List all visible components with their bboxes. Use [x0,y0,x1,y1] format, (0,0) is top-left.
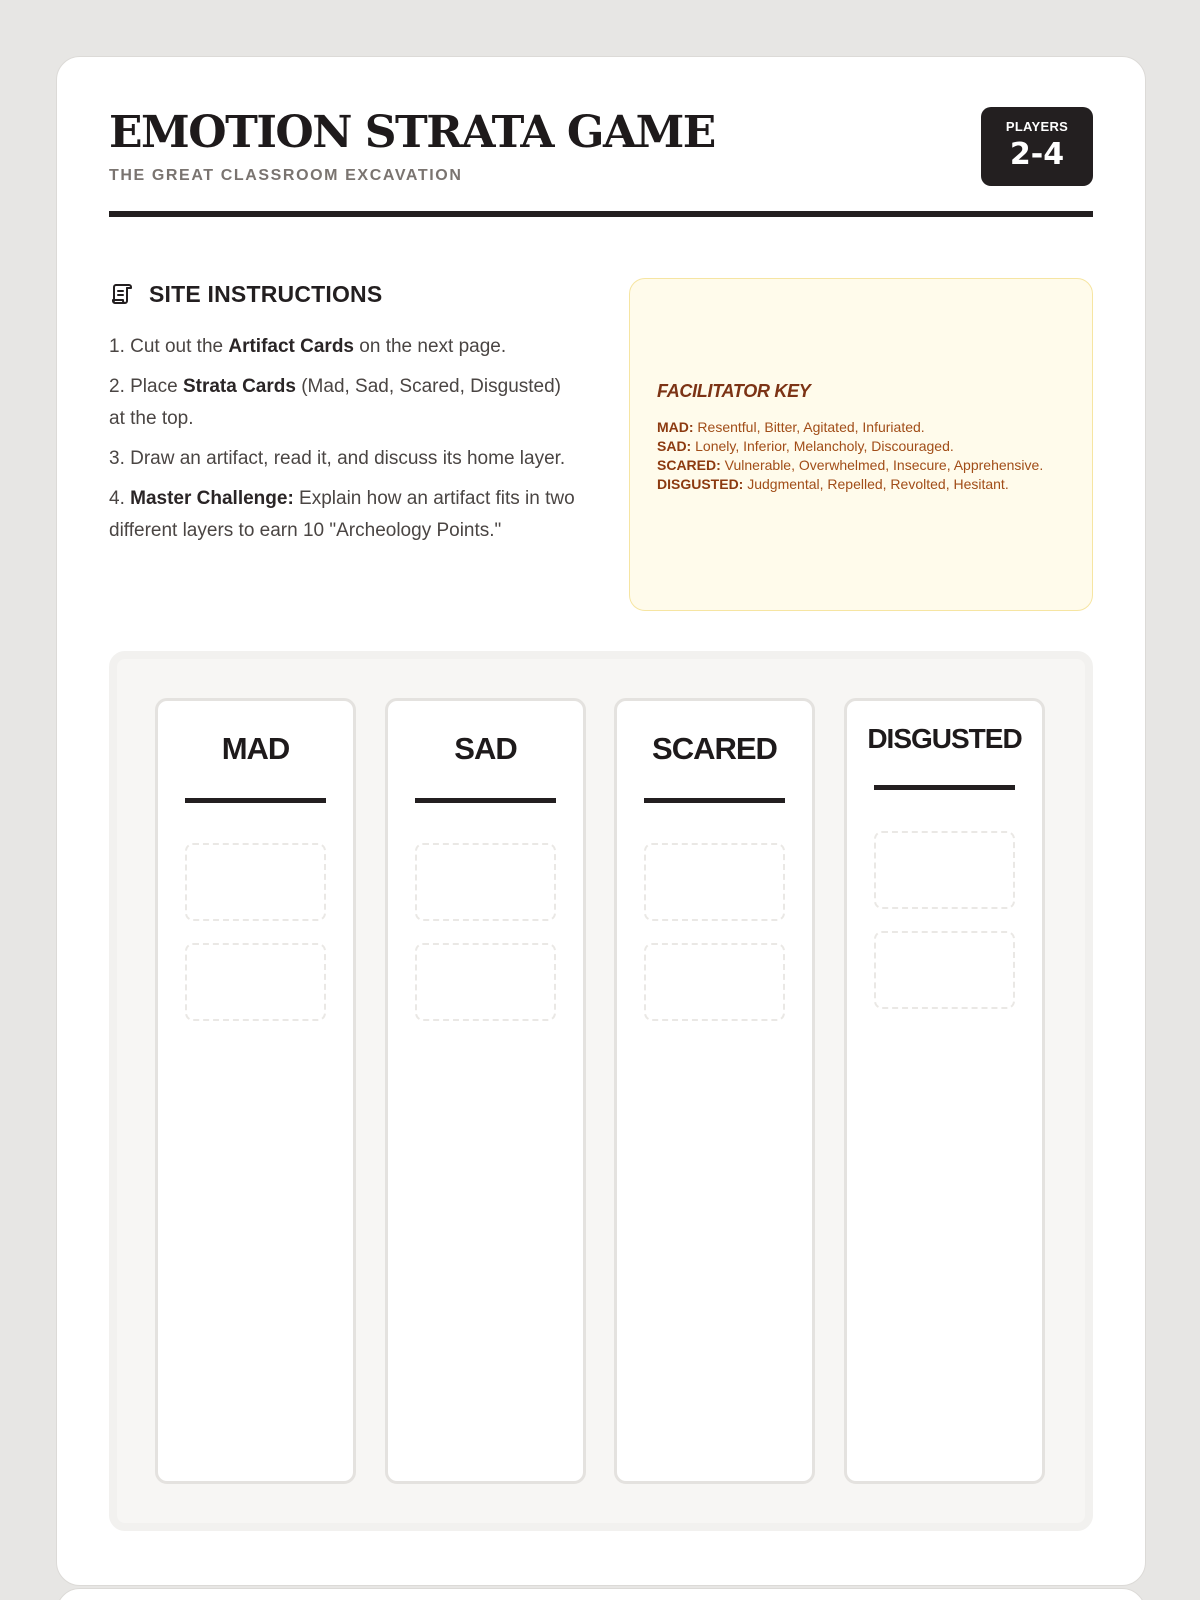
players-value: 2-4 [1009,137,1065,172]
card-slot[interactable] [415,843,556,921]
page-title: EMOTION STRATA GAME [109,107,715,158]
key-row-disgusted: DISGUSTED: Judgmental, Repelled, Revolted, Hesitant. [657,476,1009,492]
strata-title: MAD [221,731,290,766]
strata-column-disgusted [844,698,1045,1484]
card-slot[interactable] [185,843,326,921]
instruction-step: 2. Place Strata Cards (Mad, Sad, Scared, Disgusted) at the top. [109,376,562,429]
card-slot[interactable] [644,843,785,921]
facilitator-key-title: FACILITATOR KEY [657,381,811,401]
scroll-icon [109,281,135,307]
strata-title: SCARED [652,731,777,766]
strata-board [109,651,1093,1531]
instruction-steps [109,331,579,547]
key-row-mad: MAD: Resentful, Bitter, Agitated, Infuriated. [657,419,925,435]
players-badge [981,107,1093,186]
key-row-sad: SAD: Lonely, Inferior, Melancholy, Discouraged. [657,438,954,454]
instruction-step: 3. Draw an artifact, read it, and discuss its home layer. [109,448,566,469]
strata-title: SAD [454,731,517,766]
strata-divider [185,798,326,803]
strata-divider [644,798,785,803]
strata-column-scared [614,698,815,1484]
instructions-title: SITE INSTRUCTIONS [149,280,383,307]
worksheet-page [56,56,1146,1586]
page-subtitle: THE GREAT CLASSROOM EXCAVATION [109,167,463,184]
facilitator-key-list [657,418,1067,494]
card-slot[interactable] [415,943,556,1021]
site-instructions [109,279,579,555]
card-slot[interactable] [644,943,785,1021]
strata-column-sad [385,698,586,1484]
players-label: PLAYERS [1005,119,1069,134]
card-slot[interactable] [874,831,1015,909]
instruction-step: 4. Master Challenge: Explain how an artifact fits in two different layers to earn 10 "Archeology Points." [109,488,575,541]
facilitator-key [629,278,1093,611]
key-row-scared: SCARED: Vulnerable, Overwhelmed, Insecure, Apprehensive. [657,457,1044,473]
page-header [109,107,1093,217]
next-page-edge [56,1588,1146,1600]
card-slot[interactable] [185,943,326,1021]
card-slot[interactable] [874,931,1015,1009]
strata-divider [415,798,556,803]
instructions-heading [109,279,579,309]
instruction-step: 1. Cut out the Artifact Cards on the next page. [109,336,507,357]
strata-title: DISGUSTED [867,723,1022,754]
strata-divider [874,785,1015,790]
strata-column-mad [155,698,356,1484]
